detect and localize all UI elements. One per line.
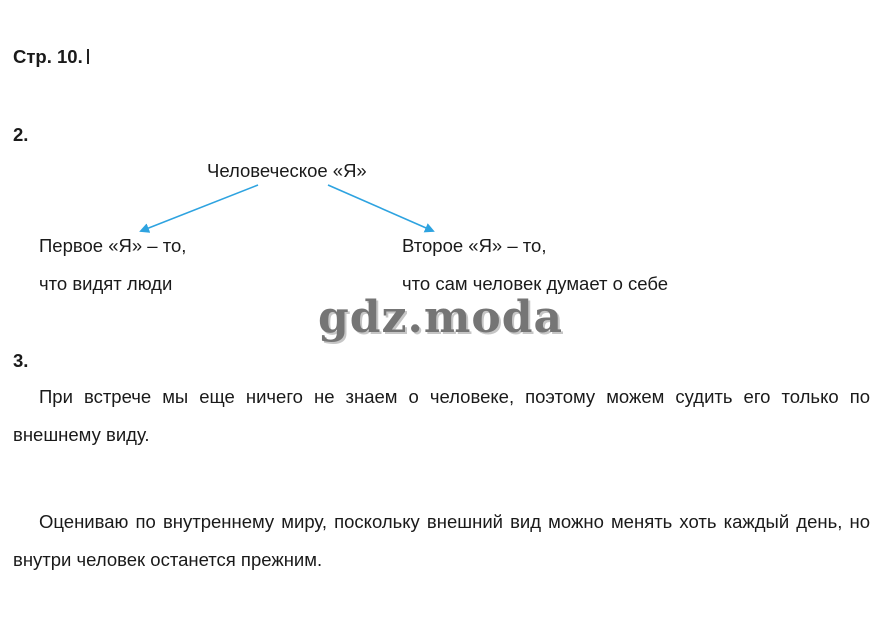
arrow-left [141, 185, 258, 231]
arrow-right [328, 185, 433, 231]
diagram-left-line1: Первое «Я» – то, [39, 235, 187, 256]
watermark-logo: gdz.moda [318, 292, 564, 343]
task3-paragraph2: Оцениваю по внутреннему миру, поскольку внешний вид можно менять хоть каждый день, но внутри человек останется прежним. [13, 511, 870, 570]
page-header [13, 46, 89, 68]
diagram-left-line2: что видят люди [39, 273, 173, 294]
task2-number: 2. [13, 124, 29, 145]
diagram-center-label: Человеческое «Я» [207, 160, 367, 181]
page-header-text: Стр. 10. [13, 46, 83, 67]
task3-paragraph1: При встрече мы еще ничего не знаем о человеке, поэтому можем судить его только по внешнему виду. [13, 386, 870, 445]
diagram-right-line1: Второе «Я» – то, [402, 235, 547, 256]
diagram-right-line2: что сам человек думает о себе [402, 273, 669, 294]
text-cursor-mark [87, 49, 89, 64]
task3-number: 3. [13, 350, 29, 371]
